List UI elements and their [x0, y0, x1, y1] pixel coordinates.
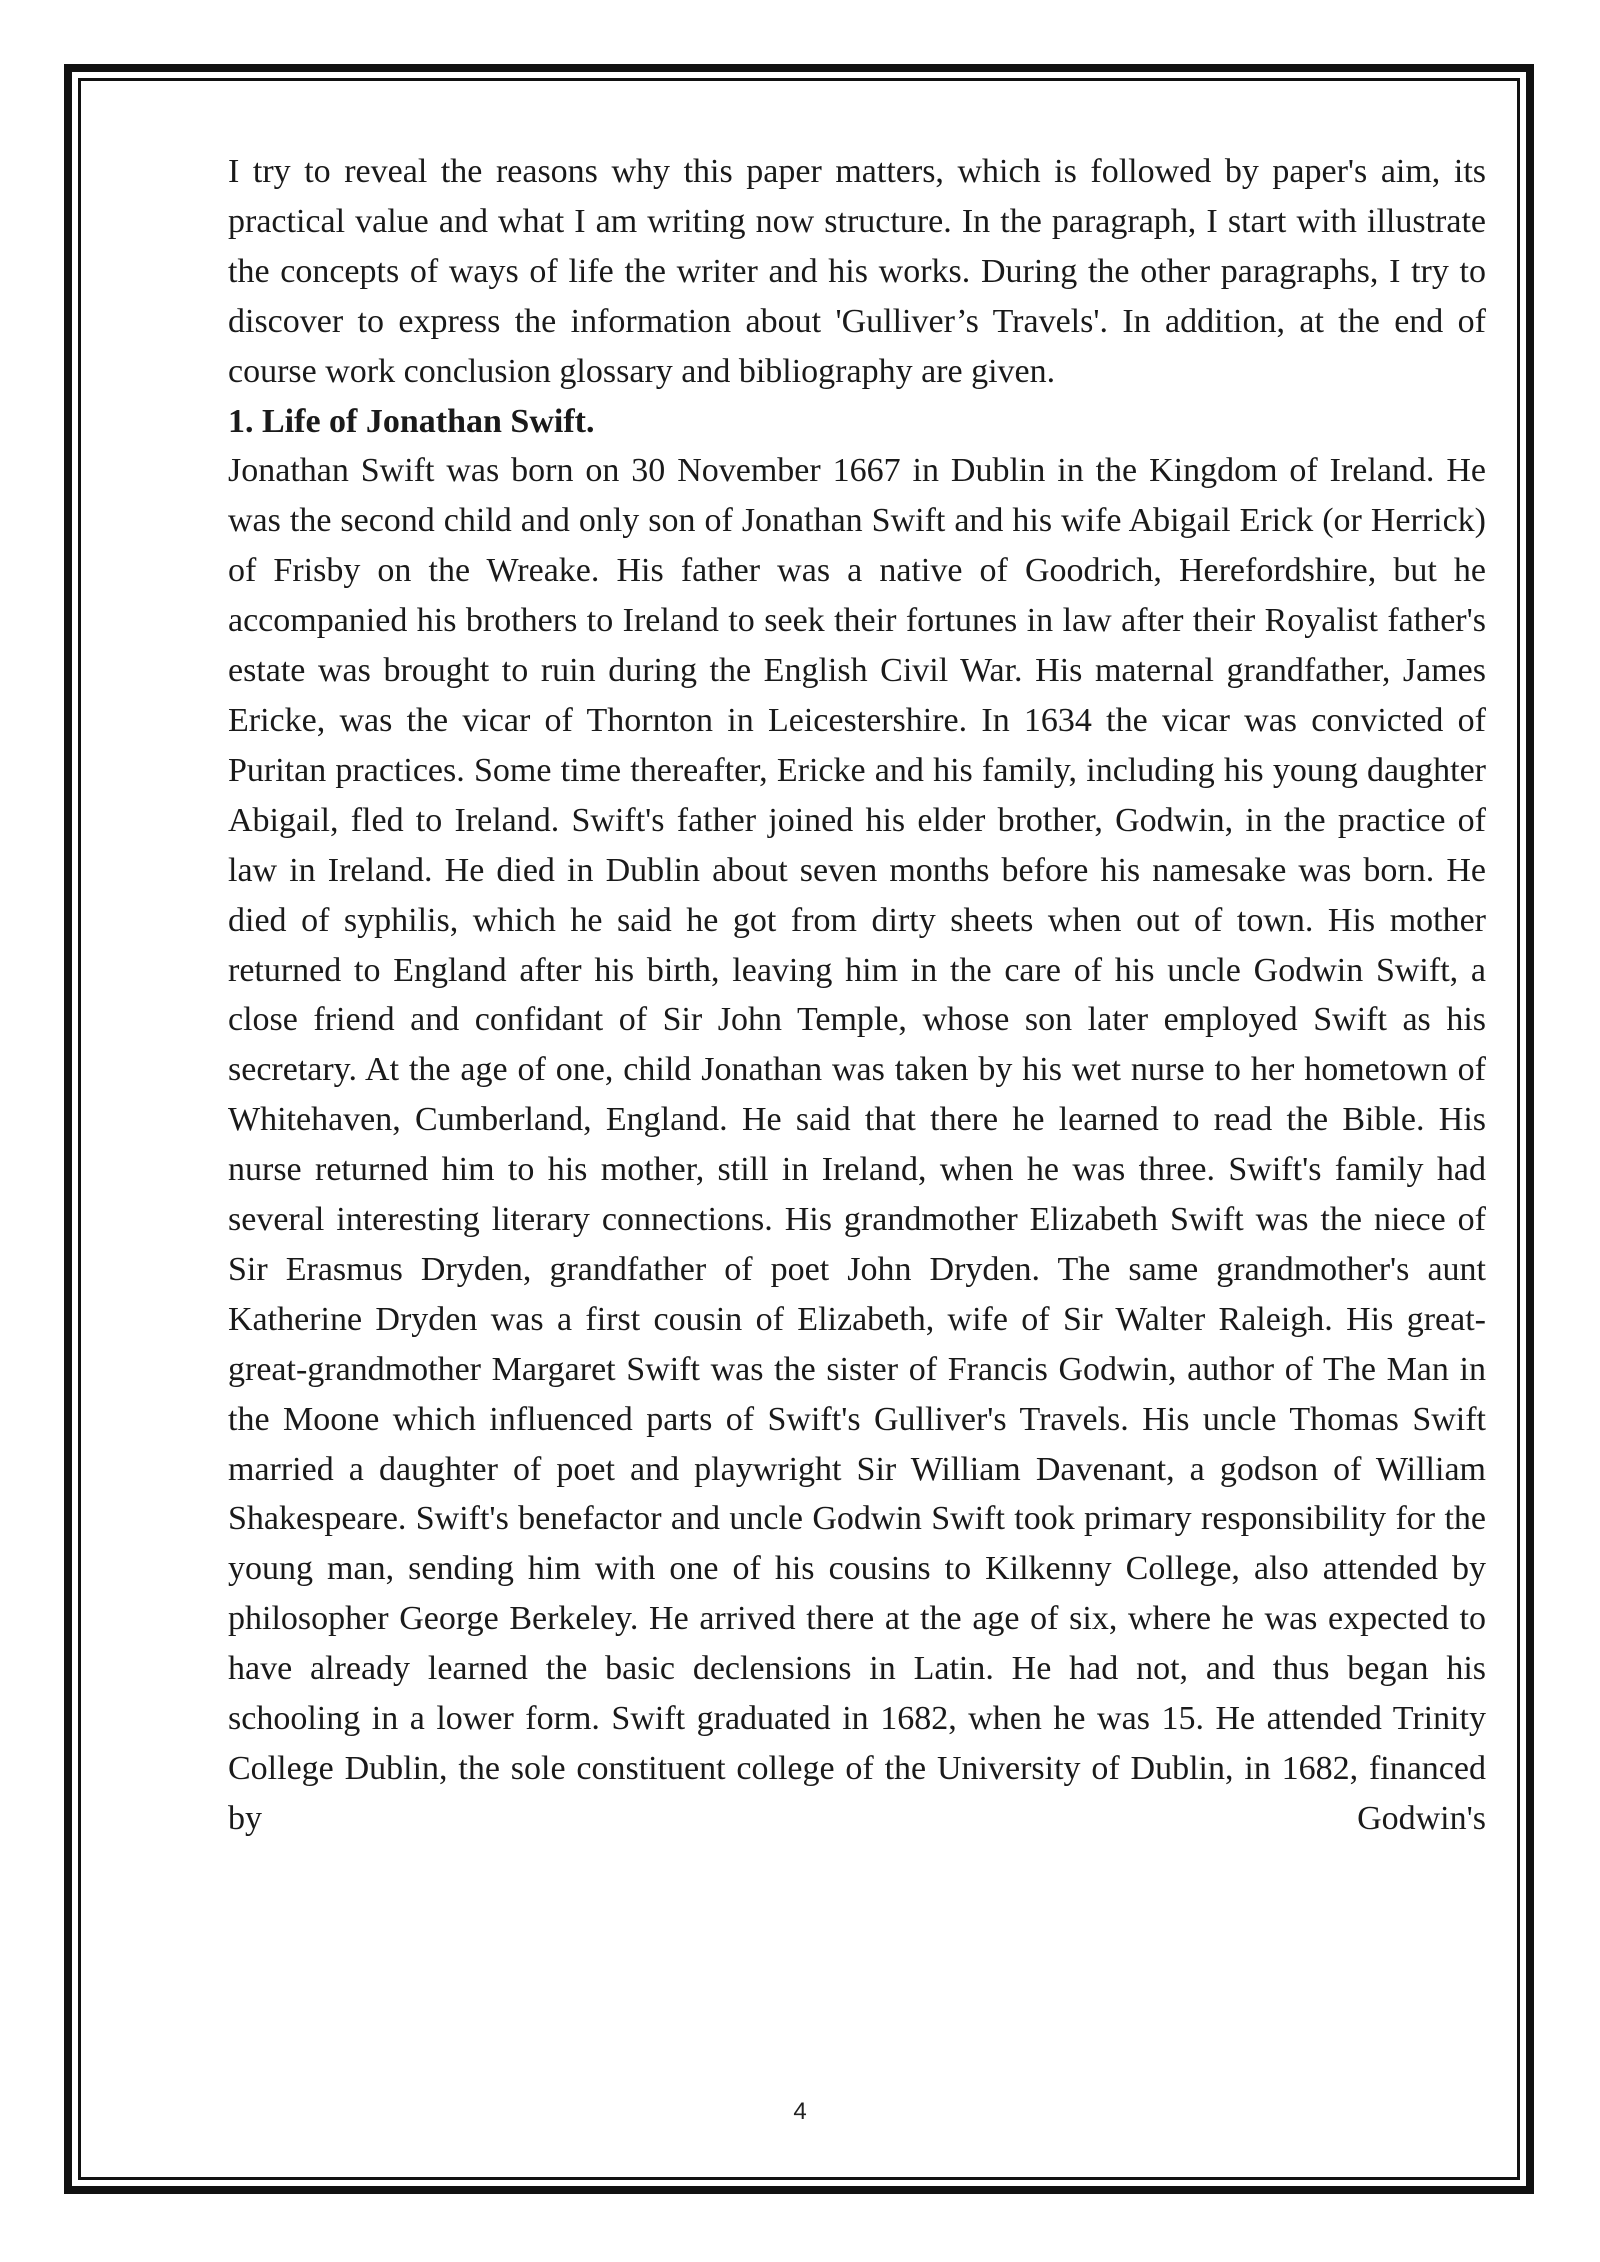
page-number: 4 [793, 2098, 807, 2125]
section-heading: 1. Life of Jonathan Swift. [228, 402, 595, 440]
body-paragraph: Jonathan Swift was born on 30 November 1667 in Dublin in the Kingdom of Ireland. He was the second child and only son of Jonathan Swift and his wife Abigail Erick (or Herrick) of Frisby on the Wreake. His father was a native of Goodrich, Herefordshire, but he accompanied his brothers to Ireland to seek their fortunes in law after their Royalist father's estate was brought to ruin during the English Civil War. His maternal grandfather, James Ericke, was the vicar of Thornton in Leicestershire. In 1634 the vicar was convicted of Puritan practices. Some time thereafter, Ericke and his family, including his young daughter Abigail, fled to Ireland. Swift's father joined his elder brother, Godwin, in the practice of law in Ireland. He died in Dublin about seven months before his namesake was born. He died of syphilis, which he said he got from dirty sheets when out of town. His mother returned to England after his birth, leaving him in the care of his uncle Godwin Swift, a close friend and confidant of Sir John Temple, whose son later employed Swift as his secretary. At the age of one, child Jonathan was taken by his wet nurse to her hometown of Whitehaven, Cumberland, England. He said that there he learned to read the Bible. His nurse returned him to his mother, still in Ireland, when he was three. Swift's family had several interesting literary connections. His grandmother Elizabeth Swift was the niece of Sir Erasmus Dryden, grandfather of poet John Dryden. The same grandmother's aunt Katherine Dryden was a first cousin of Elizabeth, wife of Sir Walter Raleigh. His great-great-grandmother Margaret Swift was the sister of Francis Godwin, author of The Man in the Moone which influenced parts of Swift's Gulliver's Travels. His uncle Thomas Swift married a daughter of poet and playwright Sir William Davenant, a godson of William Shakespeare. Swift's benefactor and uncle Godwin Swift took primary responsibility for the young man, sending him with one of his cousins to Kilkenny College, also attended by philosopher George Berkeley. He arrived there at the age of six, where he was expected to have already learned the basic declensions in Latin. He had not, and thus began his schooling in a lower form. Swift graduated in 1682, when he was 15. He attended Trinity College Dublin, the sole constituent college of the University of Dublin, in 1682, financed by Godwin's [228, 452, 1486, 1837]
intro-paragraph: I try to reveal the reasons why this paper matters, which is followed by paper's aim, its practical value and what I am writing now structure. In the paragraph, I start with illustrate the concepts of ways of life the writer and his works. During the other paragraphs, I try to discover to express the information about 'Gulliver’s Travels'. In addition, at the end of course work conclusion glossary and bibliography are given. [228, 153, 1486, 390]
page-content [228, 147, 1486, 1844]
